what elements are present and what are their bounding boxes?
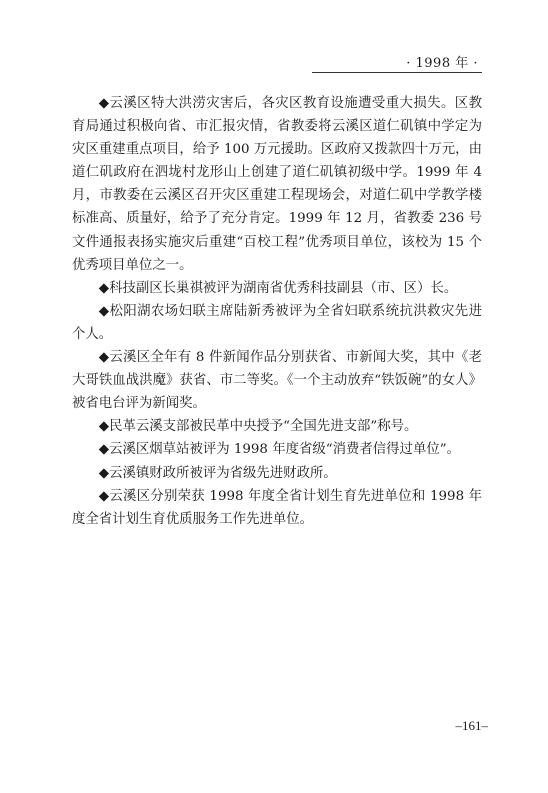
- page-number: –161–: [455, 718, 488, 733]
- body-text: [72, 92, 482, 531]
- running-header-title: · 1998 年 ·: [406, 56, 478, 71]
- header-rule: [312, 72, 482, 73]
- paragraph-minge-branch-award: ◆民革云溪支部被民革中央授予“全国先进支部”称号。: [98, 419, 418, 435]
- paragraph-finance-office-award: ◆云溪镇财政所被评为省级先进财政所。: [98, 465, 337, 481]
- paragraph-tech-deputy-award: ◆科技副区长巢祺被评为湖南省优秀科技副县（市、区）长。: [98, 280, 458, 296]
- paragraph-education-reconstruction: ◆云溪区特大洪涝灾害后，各灾区教育设施遭受重大损失。区教育局通过积极向省、市汇报灾情，省教委将云溪区道仁矶镇中学定为灾区重建重点项目，给予 100 万元援助。区政府又拨款四十万元，由道仁矶政府在泗垅村龙形山上创建了道仁矶镇初级中学。1999 年 4 月，市教委在云溪区召开灾区重建工程现场会，对道仁矶中学教学楼标准高、质量好，给予了充分肯定。1999 年 12 月，省教委 236 号文件通报表扬实施灾后重建“百校工程”优秀项目单位，该校为 15 个优秀项目单位之一。: [72, 96, 482, 273]
- paragraph-tobacco-station-award: ◆云溪区烟草站被评为 1998 年度省级“消费者信得过单位”。: [98, 442, 460, 458]
- paragraph-womens-federation-award: ◆松阳湖农场妇联主席陆新秀被评为全省妇联系统抗洪救灾先进个人。: [72, 303, 482, 342]
- paragraph-family-planning-award: ◆云溪区分别荣获 1998 年度全省计划生育先进单位和 1998 年度全省计划生育优质服务工作先进单位。: [72, 488, 482, 527]
- paragraph-news-awards: ◆云溪区全年有 8 件新闻作品分别获省、市新闻大奖，其中《老大哥铁血战洪魔》获省、市二等奖。《一个主动放弃“铁饭碗”的女人》被省电台评为新闻奖。: [72, 350, 482, 412]
